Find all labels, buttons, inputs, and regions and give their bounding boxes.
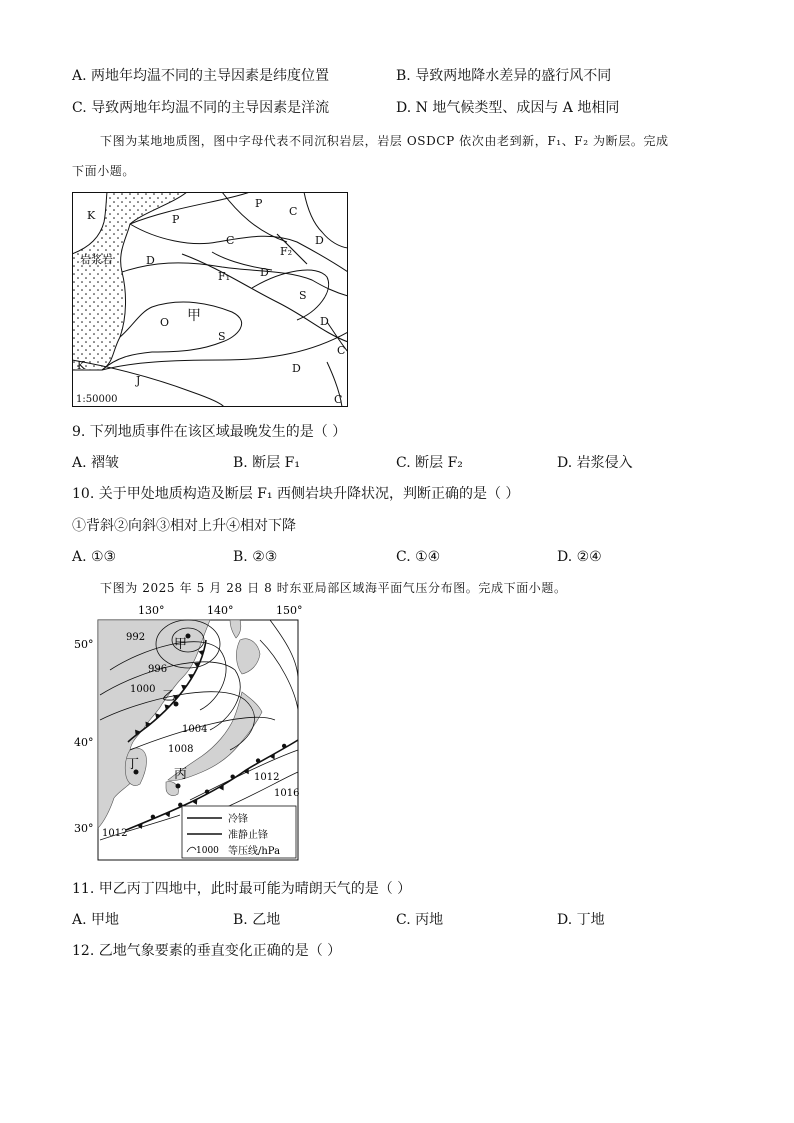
- q10-option-b: B. ②③: [233, 549, 278, 565]
- q9-option-d: D. 岩浆侵入: [557, 455, 633, 471]
- label-o: O: [160, 316, 170, 329]
- q9-stem: 9. 下列地质事件在该区域最晚发生的是（ ）: [72, 424, 347, 440]
- q11-stem: 11. 甲乙丙丁四地中，此时最可能为晴朗天气的是（ ）: [72, 881, 412, 897]
- legend-isobar-sample: 1000: [196, 846, 219, 856]
- geologic-map: [72, 192, 348, 407]
- geo-intro-line1: 下图为某地地质图，图中字母代表不同沉积岩层，岩层 OSDCP 依次由老到新，F₁、F₂ 为断层。完成: [100, 134, 669, 148]
- isobar-label-1000: 1000: [130, 684, 156, 695]
- prev-option-b: B. 导致两地降水差异的盛行风不同: [396, 68, 612, 84]
- q10-option-c: C. ①④: [396, 549, 441, 565]
- map-scale: 1:50000: [76, 394, 118, 405]
- q11-option-b: B. 乙地: [233, 912, 281, 928]
- front-semicircle-mark: [282, 744, 286, 748]
- q10-stem: 10. 关于甲处地质构造及断层 F₁ 西侧岩块升降状况，判断正确的是（ ）: [72, 486, 520, 502]
- lon-label-140: 140°: [207, 604, 234, 617]
- place-bing: 丙: [174, 767, 188, 782]
- q11-option-a: A. 甲地: [72, 912, 120, 928]
- q11-option-d: D. 丁地: [557, 912, 605, 928]
- label-jia: 甲: [187, 308, 201, 324]
- legend-isobar: 等压线/hPa: [228, 846, 281, 857]
- front-semicircle-mark: [151, 815, 155, 819]
- q12-stem: 12. 乙地气象要素的垂直变化正确的是（ ）: [72, 943, 342, 959]
- label-d6: D: [292, 362, 301, 375]
- label-magma: 岩浆岩: [80, 253, 113, 266]
- label-k-top: K: [87, 209, 96, 222]
- label-s2: S: [218, 330, 226, 343]
- isobar-label-996: 996: [148, 664, 168, 675]
- isobar-label-1008: 1008: [168, 744, 194, 755]
- place-yi: 乙: [162, 689, 176, 704]
- front-semicircle-mark: [205, 790, 209, 794]
- place-ding: 丁: [126, 757, 140, 772]
- label-c1: C: [289, 205, 298, 218]
- label-f2: F₂: [280, 245, 293, 258]
- prev-option-d: D. N 地气候类型、成因与 A 地相同: [396, 100, 620, 116]
- label-c4: C: [334, 393, 343, 406]
- lat-label-30: 30°: [74, 822, 94, 835]
- place-jia: 甲: [174, 637, 188, 652]
- label-f1: F₁: [218, 270, 231, 283]
- isobar-label-1016: 1016: [274, 788, 300, 799]
- lon-label-150: 150°: [276, 604, 303, 617]
- label-d1: D: [315, 234, 324, 247]
- weather-intro: 下图为 2025 年 5 月 28 日 8 时东亚局部区域海平面气压分布图。完成下面小题。: [100, 581, 567, 595]
- q9-option-a: A. 褶皱: [72, 455, 120, 471]
- label-c3: C: [337, 344, 346, 357]
- isobar-label-1004: 1004: [182, 724, 208, 735]
- label-j: J: [136, 374, 141, 387]
- label-c2: C: [226, 234, 235, 247]
- legend-stationary-front: 准静止锋: [228, 830, 268, 841]
- isobar-label-1012-east: 1012: [254, 772, 280, 783]
- front-semicircle-mark: [231, 774, 235, 778]
- label-s1: S: [299, 289, 307, 302]
- weather-map: [70, 600, 310, 864]
- label-d4: D: [320, 315, 329, 328]
- label-d3: D: [260, 266, 269, 279]
- lon-label-130: 130°: [138, 604, 165, 617]
- label-d2: D: [146, 254, 155, 267]
- label-p2: P: [255, 197, 263, 210]
- label-p1: P: [172, 213, 180, 226]
- q10-option-a: A. ①③: [72, 549, 117, 565]
- geo-intro-line2: 下面小题。: [72, 164, 136, 178]
- q11-option-c: C. 丙地: [396, 912, 444, 928]
- isobar-label-992: 992: [126, 632, 146, 643]
- q9-option-b: B. 断层 F₁: [233, 455, 300, 471]
- isobar-label-1012-south: 1012: [102, 828, 128, 839]
- lat-label-40: 40°: [74, 736, 94, 749]
- q9-option-c: C. 断层 F₂: [396, 455, 463, 471]
- q10-option-d: D. ②④: [557, 549, 602, 565]
- q10-items: ①背斜②向斜③相对上升④相对下降: [72, 518, 296, 534]
- prev-option-a: A. 两地年均温不同的主导因素是纬度位置: [72, 68, 330, 84]
- front-semicircle-mark: [256, 758, 260, 762]
- lat-label-50: 50°: [74, 638, 94, 651]
- label-k-bottom: K: [77, 359, 86, 372]
- prev-option-c: C. 导致两地年均温不同的主导因素是洋流: [72, 100, 330, 116]
- legend-cold-front: 冷锋: [228, 814, 248, 825]
